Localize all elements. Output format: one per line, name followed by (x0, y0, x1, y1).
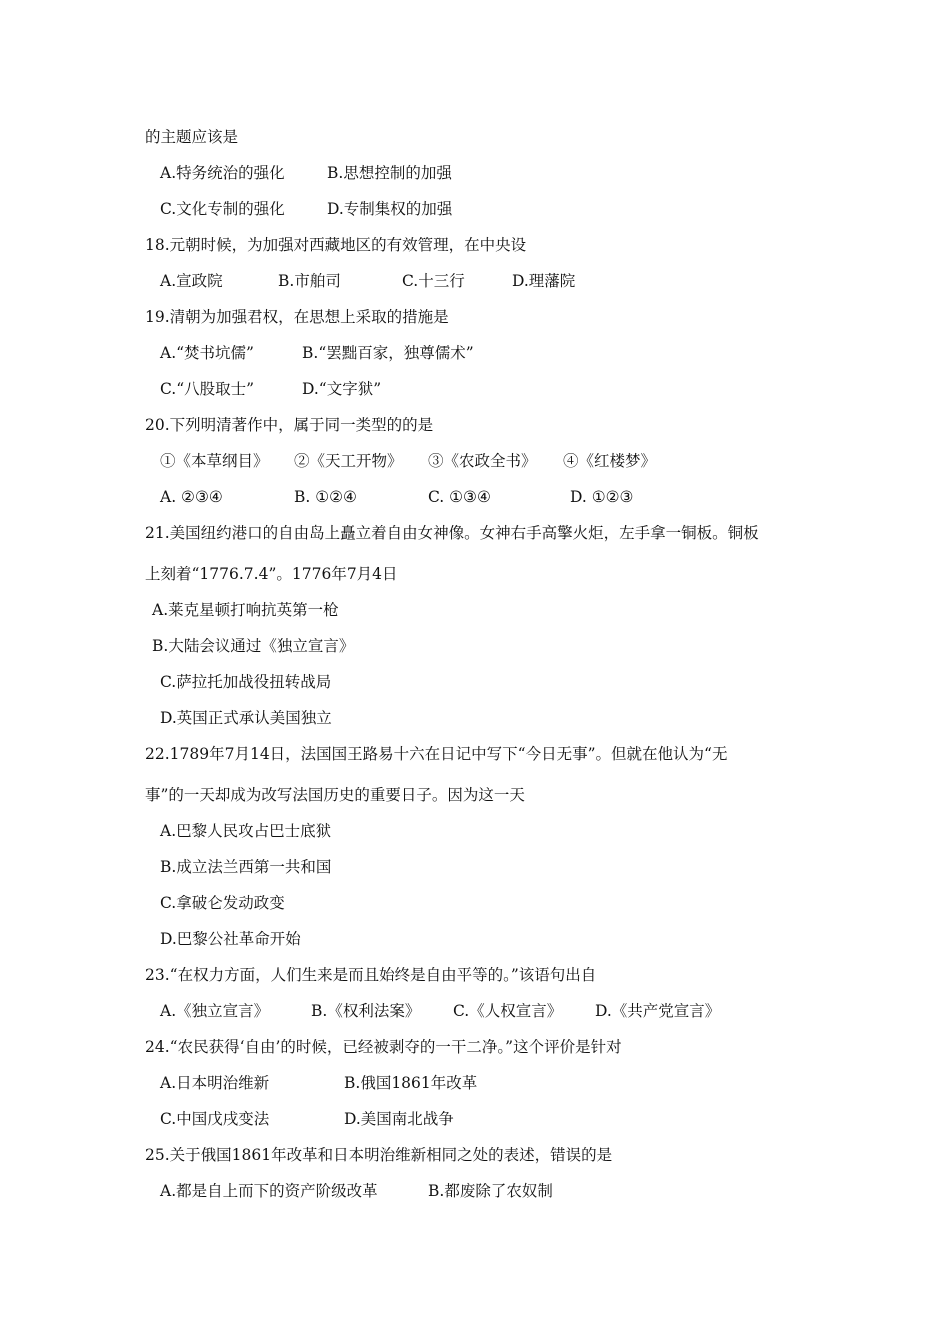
q22-option-a: A.巴黎人民攻占巴士底狱 (160, 822, 332, 840)
q20-option-d: D. ①②③ (570, 488, 634, 506)
q25-option-b: B.都废除了农奴制 (428, 1182, 553, 1200)
q21-stem-line-2: 上刻着“1776.7.4”。1776年7月4日 (145, 565, 398, 583)
q19-stem: 19.清朝为加强君权，在思想上采取的措施是 (145, 308, 449, 326)
q21-option-c: C.萨拉托加战役扭转战局 (160, 673, 332, 691)
q19-option-d: D.“文字狱” (302, 380, 382, 398)
q20-item-4: ④《红楼梦》 (563, 452, 657, 470)
q20-stem: 20.下列明清著作中，属于同一类型的的是 (145, 416, 434, 434)
q18-option-c: C.十三行 (402, 272, 465, 290)
q23-option-c: C.《人权宣言》 (453, 1002, 563, 1020)
q22-option-b: B.成立法兰西第一共和国 (160, 858, 332, 876)
q19-option-a: A.“焚书坑儒” (160, 344, 254, 362)
q18-option-d: D.理藩院 (512, 272, 576, 290)
q18-option-b: B.市舶司 (278, 272, 341, 290)
q23-option-a: A.《独立宣言》 (160, 1002, 270, 1020)
q21-option-d: D.英国正式承认美国独立 (160, 709, 332, 727)
q25-stem: 25.关于俄国1861年改革和日本明治维新相同之处的表述，错误的是 (145, 1146, 613, 1164)
q24-option-b: B.俄国1861年改革 (344, 1074, 478, 1092)
q22-stem-line-2: 事”的一天却成为改写法国历史的重要日子。因为这一天 (145, 786, 525, 804)
q19-option-c: C.“八股取士” (160, 380, 255, 398)
q21-option-a: A.莱克星顿打响抗英第一枪 (152, 601, 339, 619)
q25-option-a: A.都是自上而下的资产阶级改革 (160, 1182, 378, 1200)
q17-option-c: C.文化专制的强化 (160, 200, 285, 218)
q23-option-d: D.《共产党宣言》 (595, 1002, 721, 1020)
q23-option-b: B.《权利法案》 (311, 1002, 421, 1020)
q22-option-c: C.拿破仑发动政变 (160, 894, 285, 912)
q24-option-a: A.日本明治维新 (160, 1074, 270, 1092)
q19-option-b: B.“罢黜百家，独尊儒术” (302, 344, 474, 362)
q24-stem: 24.“农民获得‘自由’的时候，已经被剥夺的一干二净。”这个评价是针对 (145, 1038, 622, 1056)
q17-option-b: B.思想控制的加强 (327, 164, 452, 182)
q20-item-2: ②《天工开物》 (294, 452, 403, 470)
q20-item-3: ③《农政全书》 (428, 452, 537, 470)
q20-item-1: ①《本草纲目》 (160, 452, 269, 470)
q21-stem-line-1: 21.美国纽约港口的自由岛上矗立着自由女神像。女神右手高擎火炬，左手拿一铜板。铜板 (145, 524, 759, 542)
q18-stem: 18.元朝时候，为加强对西藏地区的有效管理，在中央设 (145, 236, 527, 254)
q22-option-d: D.巴黎公社革命开始 (160, 930, 301, 948)
q22-stem-line-1: 22.1789年7月14日，法国国王路易十六在日记中写下“今日无事”。但就在他认为“无 (145, 745, 728, 763)
q23-stem: 23.“在权力方面，人们生来是而且始终是自由平等的。”该语句出自 (145, 966, 597, 984)
q17-stem-tail: 的主题应该是 (145, 128, 239, 146)
q18-option-a: A.宣政院 (160, 272, 223, 290)
q17-option-d: D.专制集权的加强 (327, 200, 453, 218)
q17-option-a: A.特务统治的强化 (160, 164, 285, 182)
q20-option-c: C. ①③④ (428, 488, 491, 506)
q21-option-b: B.大陆会议通过《独立宣言》 (152, 637, 355, 655)
q24-option-c: C.中国戊戌变法 (160, 1110, 270, 1128)
q20-option-b: B. ①②④ (294, 488, 357, 506)
q20-option-a: A. ②③④ (160, 488, 223, 506)
q24-option-d: D.美国南北战争 (344, 1110, 454, 1128)
